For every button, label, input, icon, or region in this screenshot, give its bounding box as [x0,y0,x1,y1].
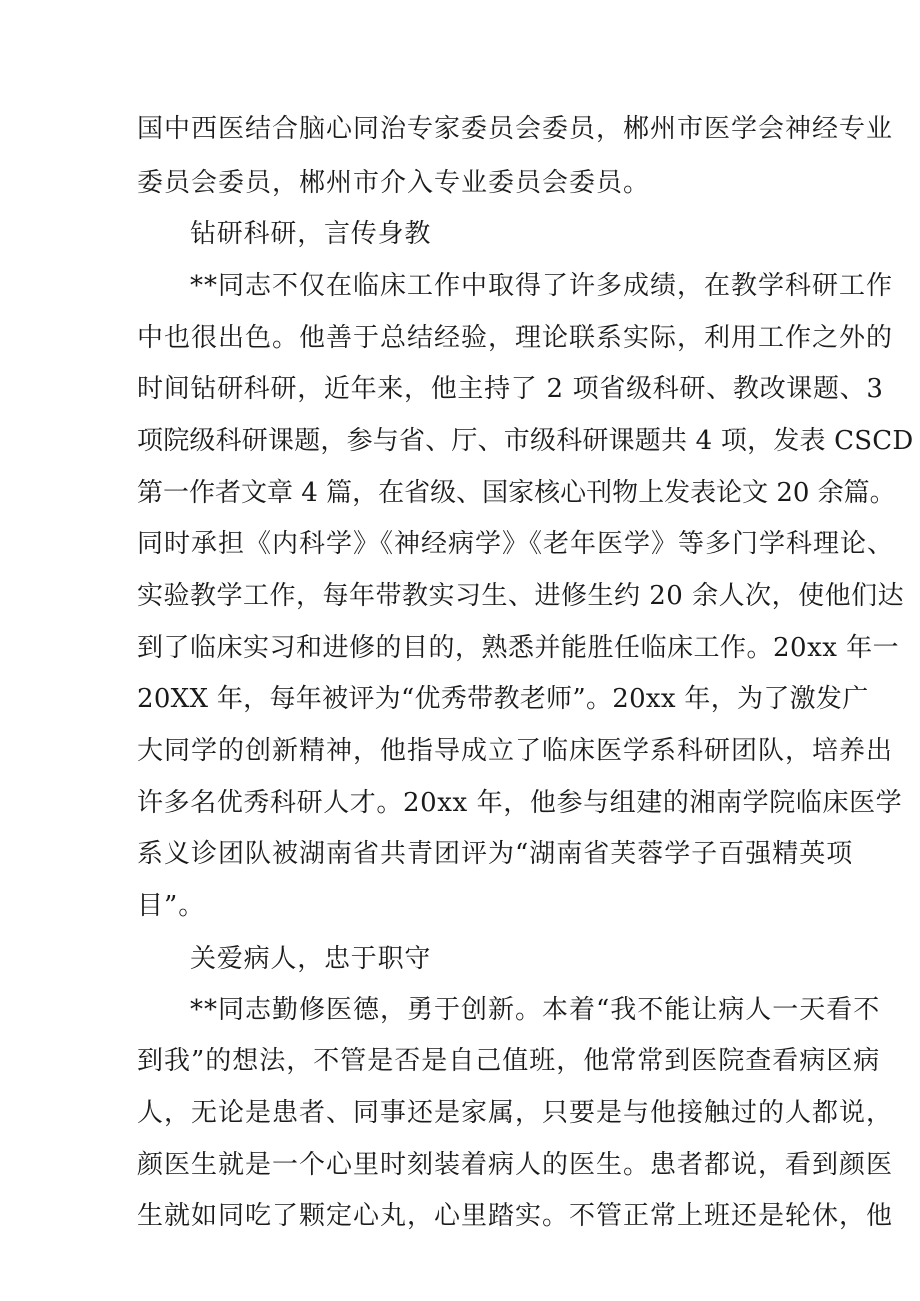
text-line-5: 中也很出色。他善于总结经验，理论联系实际，利用工作之外的 [137,323,894,353]
text-line-22: 生就如同吃了颗定心丸，心里踏实。不管正常上班还是轮休，他 [137,1201,894,1231]
text-line-14: 许多名优秀科研人才。20xx 年，他参与组建的湘南学院临床医学 [137,788,903,818]
text-line-12: 20XX 年，每年被评为“优秀带教老师”。20xx 年，为了激发广 [137,684,869,714]
text-line-15: 系义诊团队被湖南省共青团评为“湖南省芙蓉学子百强精英项 [137,839,854,869]
text-line-6: 时间钻研科研，近年来，他主持了 2 项省级科研、教改课题、3 [137,374,884,404]
text-line-21: 颜医生就是一个心里时刻装着病人的医生。患者都说，看到颜医 [137,1150,894,1180]
section-heading-patients: 关爱病人，忠于职守 [190,944,432,974]
text-line-8: 第一作者文章 4 篇，在省级、国家核心刊物上发表论文 20 余篇。 [137,478,896,508]
text-line-18: **同志勤修医德，勇于创新。本着“我不能让病人一天看不 [190,995,881,1025]
text-line-16: 目”。 [137,891,206,921]
text-line-7: 项院级科研课题，参与省、厅、市级科研课题共 4 项，发表 CSCD [137,426,914,456]
text-line-9: 同时承担《内科学》《神经病学》《老年医学》等多门学科理论、 [137,529,895,559]
text-line-10: 实验教学工作，每年带教实习生、进修生约 20 余人次，使他们达 [137,581,905,611]
section-heading-research: 钻研科研，言传身教 [190,219,432,249]
text-line-2: 委员会委员，郴州市介入专业委员会委员。 [137,168,651,198]
text-line-4: **同志不仅在临床工作中取得了许多成绩，在教学科研工作 [190,271,894,301]
text-line-13: 大同学的创新精神，他指导成立了临床医学系科研团队，培养出 [137,736,894,766]
text-line-20: 人，无论是患者、同事还是家属，只要是与他接触过的人都说， [137,1098,894,1128]
text-line-1: 国中西医结合脑心同治专家委员会委员，郴州市医学会神经专业 [137,114,894,144]
text-line-11: 到了临床实习和进修的目的，熟悉并能胜任临床工作。20xx 年一 [137,633,900,663]
text-line-19: 到我”的想法，不管是否是自己值班，他常常到医院查看病区病 [137,1046,881,1076]
